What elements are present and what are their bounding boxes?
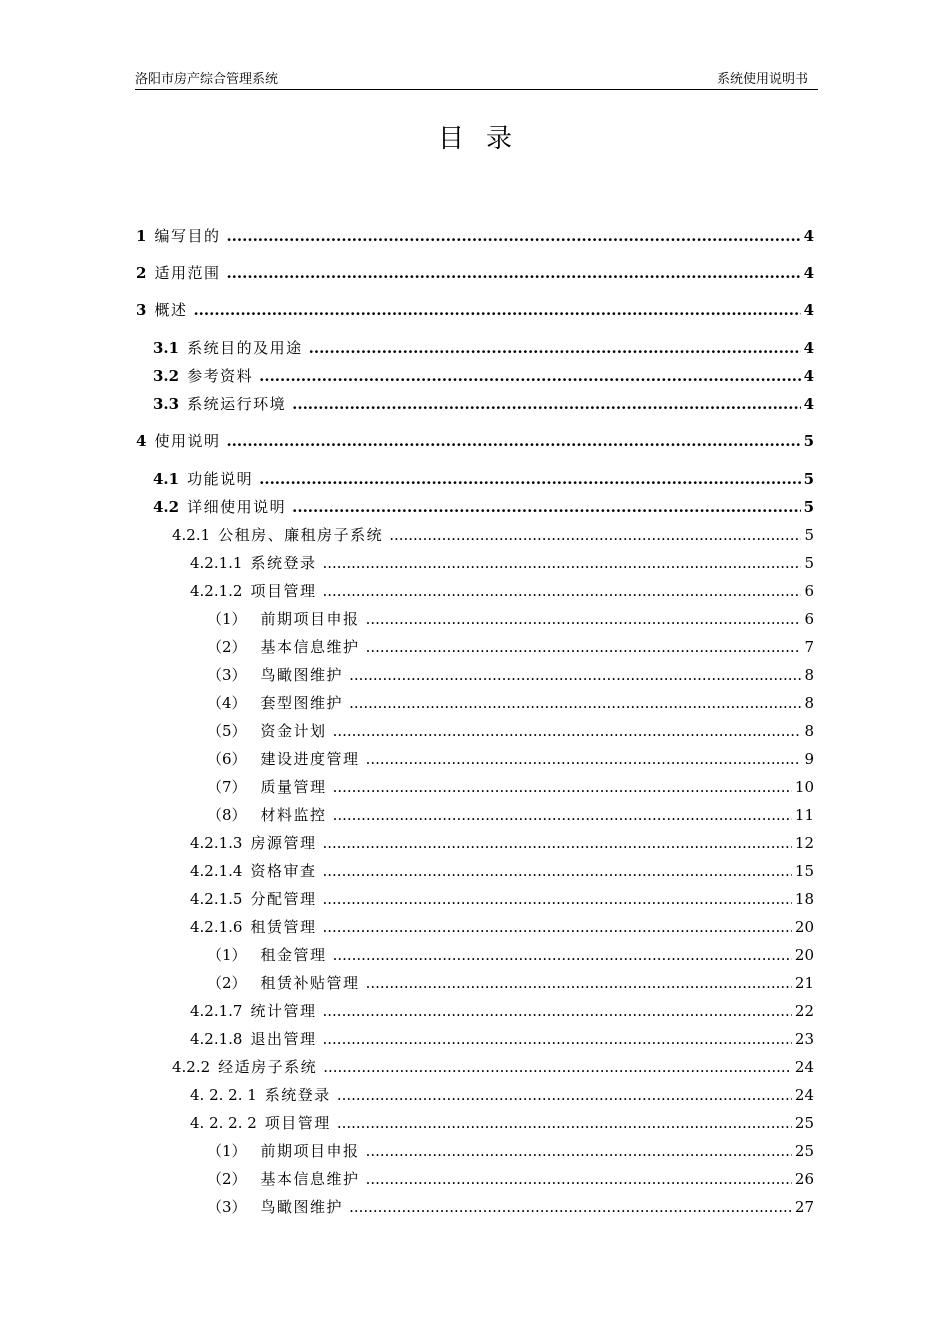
- toc-entry[interactable]: [172, 525, 814, 545]
- toc-entry-title: 功能说明: [187, 470, 254, 488]
- toc-entry[interactable]: [207, 749, 814, 769]
- toc-leader-dots: [259, 469, 800, 489]
- toc-entry[interactable]: [136, 431, 814, 451]
- toc-entry-number: 4.2.1.6: [190, 918, 243, 936]
- toc-entry-page: 5: [804, 554, 814, 572]
- toc-leader-dots: [366, 637, 802, 657]
- toc-leader-dots: [366, 1169, 792, 1189]
- toc-entry[interactable]: [190, 1085, 814, 1105]
- toc-entry-page: 15: [794, 862, 814, 880]
- toc-entry[interactable]: [207, 637, 814, 657]
- toc-entry-page: 26: [794, 1170, 814, 1188]
- toc-entry[interactable]: [190, 581, 814, 601]
- toc-entry[interactable]: [207, 609, 814, 629]
- toc-entry-page: 4: [803, 301, 814, 319]
- toc-entry-page: 7: [804, 638, 814, 656]
- toc-leader-dots: [349, 693, 801, 713]
- toc-entry-number: （3）: [207, 666, 247, 684]
- toc-entry-number: 4.2.1.8: [190, 1030, 243, 1048]
- toc-entry-title: 房源管理: [250, 834, 317, 852]
- toc-entry-number: 4.2.1.2: [190, 582, 243, 600]
- page-title: 目录: [437, 124, 534, 154]
- toc-entry-page: 27: [794, 1198, 814, 1216]
- toc-entry-page: 8: [804, 694, 814, 712]
- toc-entry-title: 分配管理: [250, 890, 317, 908]
- toc-entry[interactable]: [190, 1029, 814, 1049]
- toc-entry-number: （2）: [207, 1170, 247, 1188]
- toc-entry[interactable]: [136, 300, 814, 320]
- toc-entry-number: 3.3: [153, 395, 180, 413]
- toc-entry[interactable]: [207, 665, 814, 685]
- toc-entry[interactable]: [136, 226, 814, 246]
- toc-leader-dots: [292, 394, 800, 414]
- toc-entry-title: 编写目的: [154, 227, 221, 245]
- toc-leader-dots: [323, 581, 802, 601]
- toc-entry[interactable]: [207, 805, 814, 825]
- toc-entry-page: 10: [794, 778, 814, 796]
- toc-entry-number: （2）: [207, 638, 247, 656]
- toc-leader-dots: [333, 721, 802, 741]
- toc-entry-page: 18: [794, 890, 814, 908]
- toc-entry-number: 4: [136, 432, 147, 450]
- toc-entry-title: 系统运行环境: [187, 395, 287, 413]
- toc-entry-page: 8: [804, 666, 814, 684]
- toc-entry[interactable]: [190, 1113, 814, 1133]
- toc-entry-page: 6: [804, 582, 814, 600]
- toc-leader-dots: [193, 300, 800, 320]
- toc-entry-page: 24: [794, 1086, 814, 1104]
- toc-entry-title: 参考资料: [187, 367, 254, 385]
- toc-entry[interactable]: [207, 721, 814, 741]
- toc-leader-dots: [349, 665, 801, 685]
- toc-leader-dots: [226, 226, 800, 246]
- toc-entry-title: 鸟瞰图维护: [260, 666, 344, 684]
- toc-entry-page: 5: [803, 470, 814, 488]
- toc-entry-title: 使用说明: [154, 432, 221, 450]
- toc-leader-dots: [366, 973, 792, 993]
- toc-entry-page: 23: [794, 1030, 814, 1048]
- toc-entry-number: 4.2.1.7: [190, 1002, 243, 1020]
- toc-entry-title: 系统登录: [264, 1086, 331, 1104]
- toc-entry-page: 11: [794, 806, 814, 824]
- toc-entry[interactable]: [207, 945, 814, 965]
- toc-leader-dots: [389, 525, 801, 545]
- toc-leader-dots: [226, 263, 800, 283]
- toc-entry-title: 租赁补贴管理: [260, 974, 360, 992]
- toc-entry-title: 前期项目申报: [260, 1142, 360, 1160]
- toc-entry[interactable]: [190, 1001, 814, 1021]
- toc-entry-title: 质量管理: [260, 778, 327, 796]
- toc-leader-dots: [333, 945, 792, 965]
- toc-entry-title: 详细使用说明: [187, 498, 287, 516]
- toc-entry-title: 资金计划: [260, 722, 327, 740]
- toc-leader-dots: [323, 861, 792, 881]
- page-header: [135, 72, 818, 90]
- toc-entry-number: 4.2: [153, 498, 180, 516]
- toc-entry-number: 4.2.1.1: [190, 554, 243, 572]
- toc-entry-title: 退出管理: [250, 1030, 317, 1048]
- toc-leader-dots: [333, 805, 792, 825]
- header-doc-name: 系统使用说明书: [716, 72, 808, 87]
- toc-entry[interactable]: [207, 973, 814, 993]
- toc-entry-page: 4: [803, 264, 814, 282]
- toc-entry-number: 4.2.1: [172, 526, 211, 544]
- toc-leader-dots: [323, 1057, 792, 1077]
- toc-entry-page: 5: [804, 526, 814, 544]
- toc-entry-number: （2）: [207, 974, 247, 992]
- toc-entry-number: 2: [136, 264, 147, 282]
- toc-entry-title: 资格审查: [250, 862, 317, 880]
- toc-entry[interactable]: [136, 263, 814, 283]
- toc-entry[interactable]: [190, 889, 814, 909]
- toc-leader-dots: [226, 431, 800, 451]
- toc-entry-number: 3.2: [153, 367, 180, 385]
- toc-leader-dots: [259, 366, 800, 386]
- toc-entry[interactable]: [207, 1169, 814, 1189]
- toc-entry[interactable]: [190, 917, 814, 937]
- toc-entry-number: （7）: [207, 778, 247, 796]
- toc-entry-page: 25: [794, 1114, 814, 1132]
- header-system-name: 洛阳市房产综合管理系统: [135, 72, 279, 87]
- toc-entry-number: （8）: [207, 806, 247, 824]
- toc-entry-title: 鸟瞰图维护: [260, 1198, 344, 1216]
- toc-entry-title: 材料监控: [260, 806, 327, 824]
- toc-entry-number: 3: [136, 301, 147, 319]
- toc-leader-dots: [366, 609, 802, 629]
- toc-leader-dots: [337, 1085, 792, 1105]
- toc-entry[interactable]: [207, 777, 814, 797]
- toc-leader-dots: [323, 1001, 792, 1021]
- toc-entry[interactable]: [190, 861, 814, 881]
- toc-leader-dots: [323, 917, 792, 937]
- toc-entry[interactable]: [153, 394, 814, 414]
- toc-entry-page: 22: [794, 1002, 814, 1020]
- toc-entry-page: 6: [804, 610, 814, 628]
- toc-entry-title: 套型图维护: [260, 694, 344, 712]
- toc-leader-dots: [309, 338, 801, 358]
- toc-entry[interactable]: [172, 1057, 814, 1077]
- toc-entry-number: （1）: [207, 1142, 247, 1160]
- toc-entry-title: 基本信息维护: [260, 1170, 360, 1188]
- toc-entry-title: 基本信息维护: [260, 638, 360, 656]
- toc-entry-number: （1）: [207, 946, 247, 964]
- toc-entry[interactable]: [153, 338, 814, 358]
- toc-entry[interactable]: [190, 833, 814, 853]
- toc-entry-page: 20: [794, 918, 814, 936]
- toc-leader-dots: [323, 1029, 792, 1049]
- toc-entry-number: 1: [136, 227, 147, 245]
- toc-entry-page: 4: [803, 395, 814, 413]
- toc-leader-dots: [337, 1113, 792, 1133]
- toc-entry-number: （3）: [207, 1198, 247, 1216]
- toc-leader-dots: [323, 833, 792, 853]
- toc-entry-title: 经适房子系统: [218, 1058, 318, 1076]
- toc-entry-page: 4: [803, 339, 814, 357]
- toc-entry-title: 系统登录: [250, 554, 317, 572]
- toc-entry[interactable]: [153, 497, 814, 517]
- toc-entry-title: 项目管理: [250, 582, 317, 600]
- toc-entry-page: 24: [794, 1058, 814, 1076]
- toc-entry-title: 租金管理: [260, 946, 327, 964]
- toc-leader-dots: [323, 889, 792, 909]
- toc-entry-number: 4.2.1.3: [190, 834, 243, 852]
- toc-leader-dots: [366, 749, 802, 769]
- toc-entry[interactable]: [207, 1141, 814, 1161]
- toc-entry-page: 8: [804, 722, 814, 740]
- toc-entry-page: 12: [794, 834, 814, 852]
- toc-leader-dots: [292, 497, 800, 517]
- toc-entry-page: 4: [803, 227, 814, 245]
- toc-entry-number: 4. 2. 2. 1: [190, 1086, 257, 1104]
- toc-entry-number: 3.1: [153, 339, 180, 357]
- toc-entry-title: 系统目的及用途: [187, 339, 303, 357]
- toc-leader-dots: [349, 1197, 792, 1217]
- toc-entry-number: （1）: [207, 610, 247, 628]
- toc-leader-dots: [333, 777, 792, 797]
- toc-entry-number: （6）: [207, 750, 247, 768]
- toc-entry-title: 概述: [154, 301, 188, 319]
- toc-entry[interactable]: [207, 693, 814, 713]
- toc-entry-title: 适用范围: [154, 264, 221, 282]
- toc-entry-page: 20: [794, 946, 814, 964]
- toc-entry[interactable]: [153, 469, 814, 489]
- toc-entry-page: 4: [803, 367, 814, 385]
- toc-entry-number: 4.2.1.5: [190, 890, 243, 908]
- toc-entry-page: 9: [804, 750, 814, 768]
- toc-entry[interactable]: [190, 553, 814, 573]
- toc-entry-page: 21: [794, 974, 814, 992]
- toc-entry-number: 4.2.1.4: [190, 862, 243, 880]
- toc-leader-dots: [323, 553, 802, 573]
- toc-entry-number: （5）: [207, 722, 247, 740]
- toc-entry-page: 25: [794, 1142, 814, 1160]
- toc-entry-number: 4.2.2: [172, 1058, 211, 1076]
- toc-entry-number: 4.1: [153, 470, 180, 488]
- toc-entry-page: 5: [803, 498, 814, 516]
- toc-leader-dots: [366, 1141, 792, 1161]
- toc-entry-number: （4）: [207, 694, 247, 712]
- toc-entry-title: 项目管理: [264, 1114, 331, 1132]
- toc-entry[interactable]: [207, 1197, 814, 1217]
- toc-entry-number: 4. 2. 2. 2: [190, 1114, 257, 1132]
- toc-entry-page: 5: [803, 432, 814, 450]
- toc-entry-title: 前期项目申报: [260, 610, 360, 628]
- toc-entry-title: 公租房、廉租房子系统: [218, 526, 384, 544]
- toc-entry[interactable]: [153, 366, 814, 386]
- toc-entry-title: 租赁管理: [250, 918, 317, 936]
- toc-entry-title: 建设进度管理: [260, 750, 360, 768]
- toc-entry-title: 统计管理: [250, 1002, 317, 1020]
